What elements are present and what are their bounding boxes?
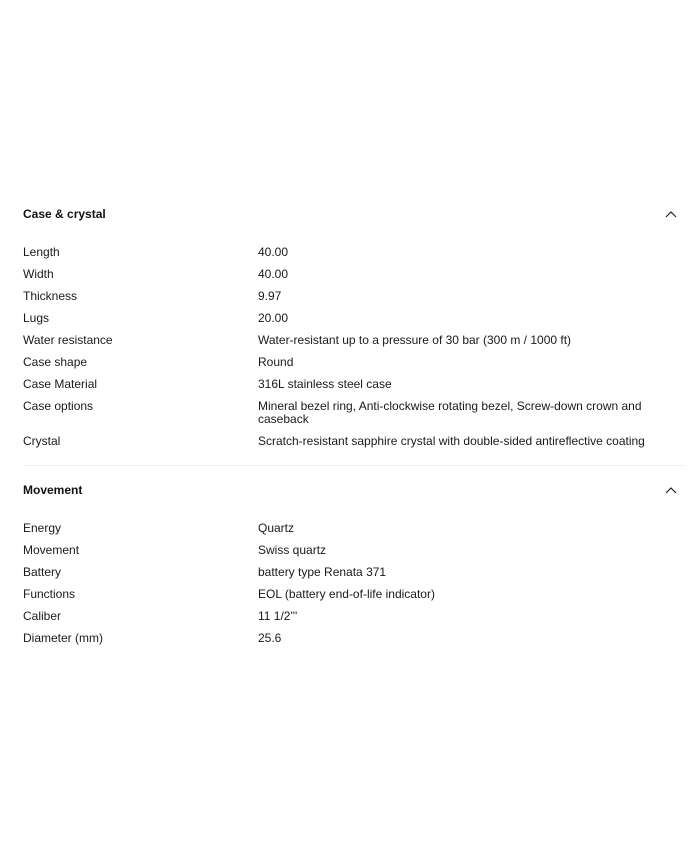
spec-label: Diameter (mm)	[23, 631, 103, 645]
spec-value: 11 1/2'''	[258, 609, 298, 623]
spec-row-caliber	[23, 606, 685, 628]
spec-value: 316L stainless steel case	[258, 377, 392, 391]
spec-row-lugs	[23, 308, 685, 330]
spec-row-energy	[23, 518, 685, 540]
spec-label: Movement	[23, 543, 80, 557]
chevron-up-icon[interactable]	[663, 482, 679, 498]
spec-row-functions	[23, 584, 685, 606]
spec-value: Swiss quartz	[258, 543, 327, 557]
spec-row-battery	[23, 562, 685, 584]
spec-row-movement	[23, 540, 685, 562]
spec-label: Caliber	[23, 609, 62, 623]
spec-row-water-resistance	[23, 330, 685, 352]
section-movement	[23, 472, 685, 662]
spec-row-thickness	[23, 286, 685, 308]
spec-value: EOL (battery end-of-life indicator)	[258, 587, 435, 601]
spec-row-case-options	[23, 396, 685, 431]
spec-value: 9.97	[258, 289, 282, 303]
spec-value: 20.00	[258, 311, 289, 325]
spec-row-crystal	[23, 431, 685, 453]
section-case-crystal	[23, 196, 685, 466]
specifications-accordion	[23, 196, 685, 662]
spec-value: Round	[258, 355, 294, 369]
spec-row-case-material	[23, 374, 685, 396]
spec-label: Width	[23, 267, 54, 281]
section-header-movement[interactable]	[23, 472, 685, 508]
spec-label: Thickness	[23, 289, 78, 303]
spec-value: Quartz	[258, 521, 295, 535]
spec-value: 40.00	[258, 245, 289, 259]
spec-label: Functions	[23, 587, 76, 601]
section-title: Movement	[23, 483, 83, 497]
section-header-case-crystal[interactable]	[23, 196, 685, 232]
spec-label: Battery	[23, 565, 62, 579]
spec-value: 25.6	[258, 631, 282, 645]
spec-label: Lugs	[23, 311, 50, 325]
spec-value: Water-resistant up to a pressure of 30 bar (300 m / 1000 ft)	[258, 333, 572, 347]
spec-list	[23, 508, 685, 662]
section-title: Case & crystal	[23, 207, 106, 221]
spec-label: Crystal	[23, 434, 61, 448]
spec-row-diameter	[23, 628, 685, 650]
spec-value: 40.00	[258, 267, 289, 281]
spec-label: Water resistance	[23, 333, 113, 347]
spec-value: Scratch-resistant sapphire crystal with double-sided antireflective coating	[258, 434, 645, 448]
chevron-up-icon[interactable]	[663, 206, 679, 222]
spec-row-case-shape	[23, 352, 685, 374]
spec-value: battery type Renata 371	[258, 565, 387, 579]
spec-row-width	[23, 264, 685, 286]
spec-row-length	[23, 242, 685, 264]
spec-label: Energy	[23, 521, 62, 535]
spec-label: Case options	[23, 399, 94, 413]
spec-list	[23, 232, 685, 465]
spec-value: Mineral bezel ring, Anti-clockwise rotating bezel, Screw-down crown and caseback	[258, 399, 642, 426]
spec-label: Length	[23, 245, 60, 259]
spec-label: Case Material	[23, 377, 98, 391]
spec-label: Case shape	[23, 355, 88, 369]
